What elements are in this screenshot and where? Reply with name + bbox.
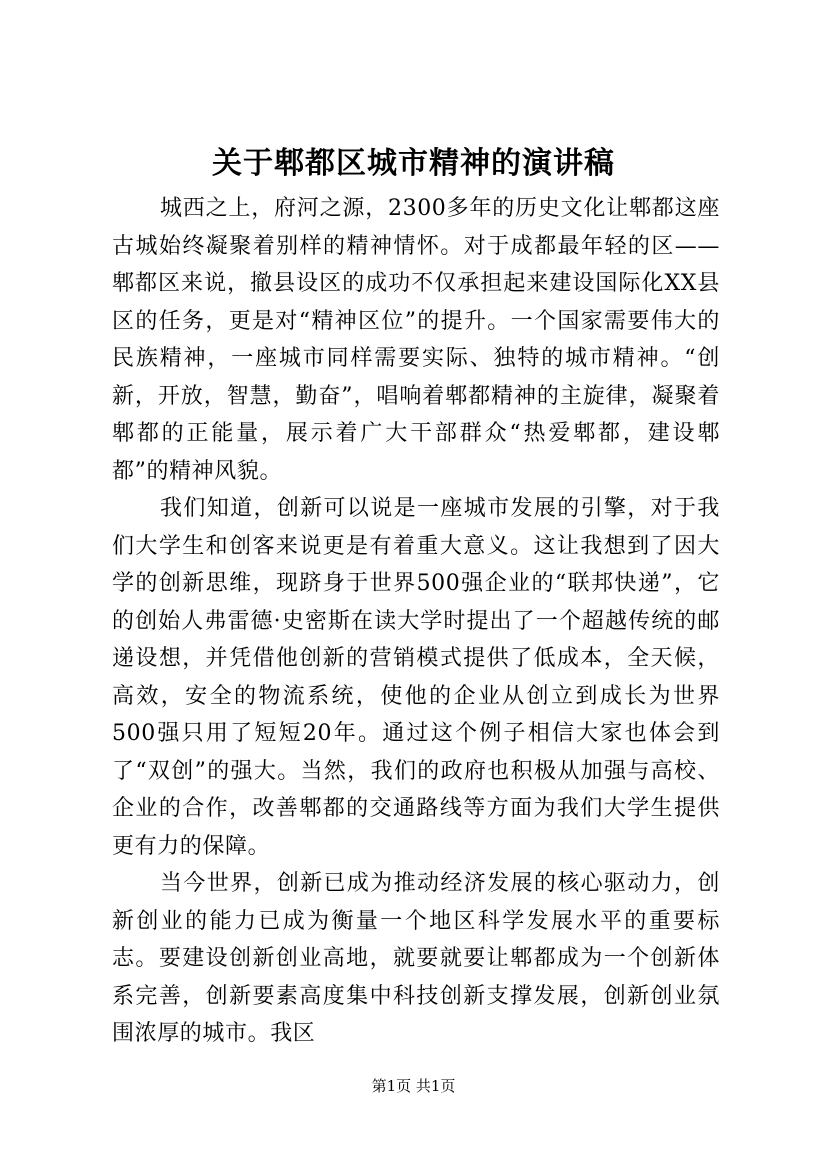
page-number-footer: 第1页 共1页: [371, 1077, 456, 1095]
paragraph-2: 我们知道，创新可以说是一座城市发展的引擎，对于我们大学生和创客来说更是有着重大意义。这让我想到了因大学的创新思维，现跻身于世界500强企业的“联邦快递”，它的创始人弗雷德·史密斯在读大学时提出了一个超越传统的邮递设想，并凭借他创新的营销模式提供了低成本，全天候，高效，安全的物流系统，使他的企业从创立到成长为世界500强只用了短短20年。通过这个例子相信大家也体会到了“双创”的强大。当然，我们的政府也积极从加强与高校、企业的合作，改善郫都的交通路线等方面为我们大学生提供更有力的保障。: [112, 496, 720, 859]
paragraph-3: 当今世界，创新已成为推动经济发展的核心驱动力，创新创业的能力已成为衡量一个地区科学发展水平的重要标志。要建设创新创业高地，就要就要让郫都成为一个创新体系完善，创新要素高度集中科技创新支撑发展，创新创业氛围浓厚的城市。我区: [112, 871, 720, 1046]
document-title: 关于郫都区城市精神的演讲稿: [212, 146, 615, 181]
paragraph-1: 城西之上，府河之源，2300多年的历史文化让郫都这座古城始终凝聚着别样的精神情怀。对于成都最年轻的区——郫都区来说，撤县设区的成功不仅承担起来建设国际化XX县区的任务，更是对“精神区位”的提升。一个国家需要伟大的民族精神，一座城市同样需要实际、独特的城市精神。“创新，开放，智慧，勤奋”，唱响着郫都精神的主旋律，凝聚着郫都的正能量，展示着广大干部群众“热爱郫都，建设郫都”的精神风貌。: [112, 196, 720, 484]
document-body: [112, 190, 720, 1053]
